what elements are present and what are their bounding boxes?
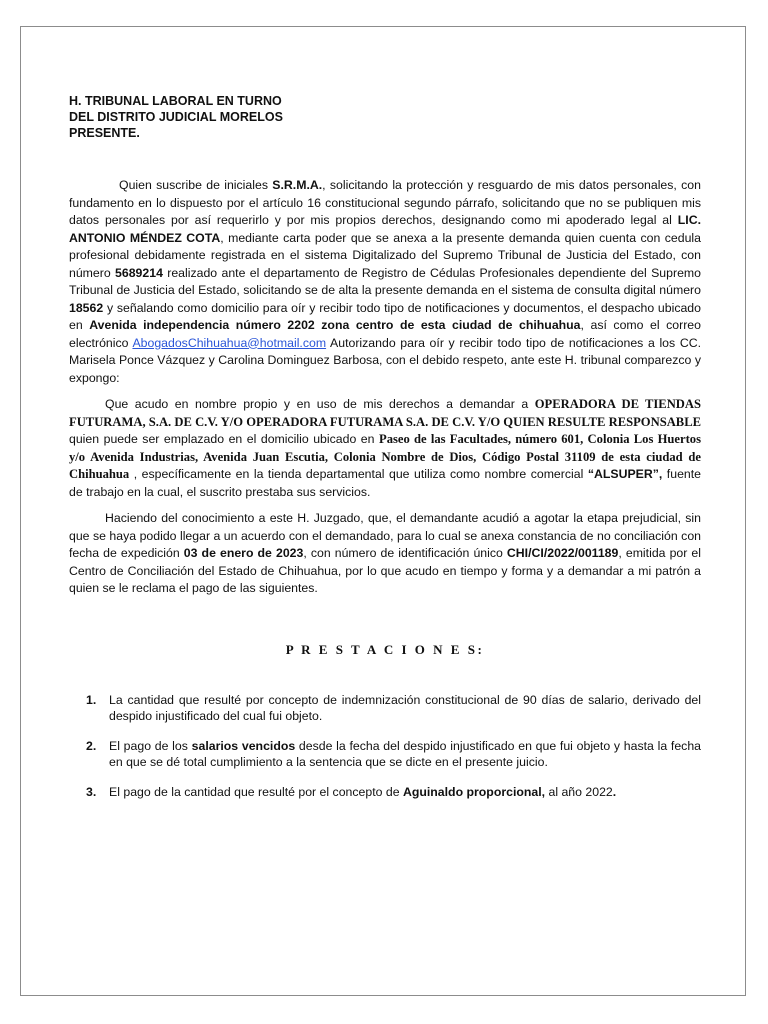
addressee-heading (69, 93, 701, 141)
text: , así como el correo electrónico (69, 318, 701, 350)
text: , emitida por el Centro de Conciliación del Estado de Chihuahua, por lo que acudo en tiempo y forma y a demandar a mi patrón a quien se le reclama el pago de las siguientes. (69, 546, 701, 595)
claim-number: 2. (86, 738, 97, 753)
text: , mediante carta poder que se anexa a la presente demanda quien cuenta con cedula profesional debidamente registrada en el sistema Digitalizado del Supremo Tribunal de Justicia del Estado, con número (69, 230, 701, 280)
claim-text: La cantidad que resulté por concepto de indemnización constitucional de 90 días de salario, derivado del despido injustificado del cual fui objeto. (109, 692, 701, 723)
text: Que acudo en nombre propio y en uso de mis derechos a demandar a (105, 397, 535, 411)
claim-emphasis: . (612, 784, 617, 799)
email-link[interactable]: AbogadosChihuahua@hotmail.com (132, 335, 327, 350)
document-body (69, 93, 701, 814)
claim-text: desde la fecha del despido injustificado en que fui objeto y hasta la fecha en que se dé total cumplimiento a la sentencia que se dicte en el presente juicio. (109, 738, 701, 769)
digital-system-number: 18562 (69, 300, 104, 315)
text: y señalando como domicilio para oír y recibir todo tipo de notificaciones y documentos, el despacho ubicado en (69, 300, 701, 332)
attorney-name: LIC. ANTONIO MÉNDEZ COTA (69, 213, 701, 245)
claim-item (69, 692, 701, 724)
paragraph-defendant (69, 396, 701, 501)
text: , solicitando la protección y resguardo de mis datos personales, con fundamento en lo dispuesto por el artículo 16 constitucional segundo párrafo, solicitando que no se publiquen mis datos personales por así requerirlo y por mis propios derechos, designando como mi apoderado legal al (69, 178, 701, 227)
claim-item (69, 738, 701, 770)
claims-list (69, 692, 701, 800)
addressee-line-1: H. TRIBUNAL LABORAL EN TURNO (69, 94, 282, 108)
text: Autorizando para oír y recibir todo tipo de notificaciones a los CC. Marisela Ponce Vázquez y Carolina Dominguez Barbosa, con el debido respeto, ante este H. tribunal comparezco y expongo: (69, 335, 701, 385)
office-address: Avenida independencia número 2202 zona centro de esta ciudad de chihuahua (89, 318, 581, 332)
claim-emphasis: Aguinaldo proporcional, (402, 784, 546, 799)
initials: S.R.M.A. (272, 178, 323, 192)
identification-number: CHI/CI/2022/001189 (506, 546, 619, 560)
text: Haciendo del conocimiento a este H. Juzgado, que, el demandante acudió a agotar la etapa prejudicial, sin que se haya podido llegar a un acuerdo con el demandado, para lo cual se anexa constancia de no conciliación con fecha de expedición (69, 511, 701, 560)
defendant-name: OPERADORA DE TIENDAS FUTURAMA, S.A. DE C.V. Y/O OPERADORA FUTURAMA S.A. DE C.V. Y/O QUIEN RESULTE RESPONSABLE (69, 397, 701, 429)
trade-name: “ALSUPER”, (587, 467, 663, 481)
text: fuente de trabajo en la cual, el suscrito prestaba sus servicios. (69, 467, 701, 499)
claim-item (69, 784, 701, 800)
paragraph-conciliation (69, 510, 701, 598)
document-page (20, 26, 746, 996)
claim-text: El pago de la cantidad que resulté por el concepto de (109, 784, 403, 799)
text: , específicamente en la tienda departamental que utiliza como nombre comercial (129, 467, 588, 481)
defendant-address: Paseo de las Facultades, número 601, Colonia Los Huertos y/o Avenida Industrias, Avenida Juan Escutia, Colonia Nombre de Dios, Código Postal 31109 de esta ciudad de Chihuahua (69, 432, 702, 481)
text: , con número de identificación único (303, 546, 507, 560)
text: realizado ante el departamento de Registro de Cédulas Profesionales dependiente del Supremo Tribunal de Justicia del Estado, solicitando se de alta la presente demanda en el sistema de consulta digital número (69, 265, 701, 297)
text: Quien suscribe de iniciales (119, 178, 273, 192)
claim-number: 1. (86, 692, 97, 707)
paragraph-introduction (69, 177, 701, 387)
claim-number: 3. (86, 784, 97, 799)
section-title-prestaciones: P R E S T A C I O N E S: (285, 641, 485, 657)
claim-text: El pago de los (109, 738, 192, 753)
addressee-line-3: PRESENTE. (69, 126, 140, 140)
text: quien puede ser emplazado en el domicilio ubicado en (69, 432, 379, 446)
license-number: 5689214 (115, 265, 163, 280)
claim-text: al año 2022 (545, 784, 613, 799)
claim-emphasis: salarios vencidos (191, 738, 296, 753)
addressee-line-2: DEL DISTRITO JUDICIAL MORELOS (69, 110, 283, 124)
issue-date: 03 de enero de 2023 (183, 546, 304, 560)
